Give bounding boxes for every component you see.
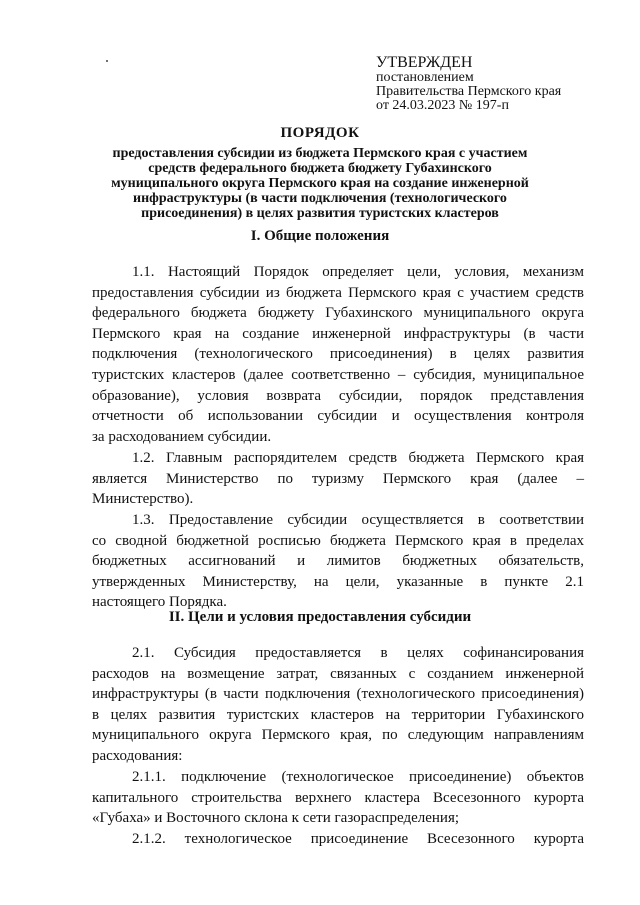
approval-date: от 24.03.2023 № 197-п: [376, 98, 509, 113]
text-line: 1.3. Предоставление субсидии осуществляется в соответствии: [132, 512, 584, 528]
text-line: 1.1. Настоящий Порядок определяет цели, условия, механизм: [132, 264, 584, 280]
approval-line: Правительства Пермского края: [376, 84, 562, 99]
approval-heading: УТВЕРЖДЕН: [376, 54, 473, 71]
subtitle-line: муниципального округа Пермского края на создание инженерной: [111, 176, 529, 191]
text-line: настоящего Порядка.: [92, 594, 227, 611]
text-line: бюджетных ассигнований и лимитов бюджетных обязательств,: [92, 553, 584, 570]
text-line: за расходованием субсидии.: [92, 428, 272, 445]
text-line: отчетности об использовании субсидии и осуществления контроля: [92, 408, 584, 425]
approval-stamp: [376, 54, 561, 113]
text-line: расходов на возмещение затрат, связанных с созданием инженерной: [92, 665, 584, 682]
text-line: туристских кластеров (далее соответственно – субсидия, муниципальное: [92, 366, 584, 383]
approval-line: постановлением: [376, 70, 474, 85]
subtitle-line: предоставления субсидии из бюджета Пермского края с участием: [112, 146, 528, 161]
text-line: инфраструктуры (в части подключения (технологического присоединения): [92, 686, 584, 703]
paragraph-1-3: [92, 510, 584, 613]
paragraph-1-1: [92, 262, 584, 447]
section-heading-general: I. Общие положения: [250, 228, 390, 244]
text-line: является Министерство по туризму Пермского края (далее –: [92, 470, 584, 487]
text-line: подключения (технологического присоединения) в целях развития: [92, 346, 584, 363]
document-title: ПОРЯДОК: [280, 125, 360, 141]
paragraph-2-1-2: [92, 829, 584, 850]
document-subtitle: [80, 146, 560, 221]
subtitle-line: инфраструктуры (в части подключения (технологического: [133, 191, 507, 206]
text-line: 2.1.2. технологическое присоединение Всесезонного курорта: [132, 831, 584, 847]
text-line: со сводной бюджетной росписью бюджета Пермского края в пределах: [92, 532, 584, 549]
text-line: утвержденных Министерству, на цели, указанные в пункте 2.1: [92, 573, 584, 590]
scan-speck: [106, 60, 108, 62]
text-line: 2.1.1. подключение (технологическое присоединение) объектов: [132, 769, 584, 785]
subtitle-line: присоединения) в целях развития туристских кластеров: [141, 206, 499, 221]
section-heading-goals: II. Цели и условия предоставления субсидии: [168, 609, 472, 625]
text-line: 1.2. Главным распорядителем средств бюджета Пермского края: [132, 450, 584, 466]
paragraph-2-1-1: [92, 767, 584, 829]
text-line: «Губаха» и Восточного склона к сети газораспределения;: [92, 810, 460, 827]
text-line: Пермского края на создание инженерной инфраструктуры (в части: [92, 325, 584, 342]
text-line: предоставления субсидии из бюджета Пермского края с участием средств: [92, 284, 584, 301]
text-line: капитального строительства верхнего кластера Всесезонного курорта: [92, 789, 584, 806]
paragraph-2-1: [92, 643, 584, 767]
text-line: образование), условия возврата субсидии, порядок представления: [92, 387, 584, 404]
text-line: 2.1. Субсидия предоставляется в целях софинансирования: [132, 645, 584, 661]
subtitle-line: средств федерального бюджета бюджету Губахинского: [148, 161, 492, 176]
text-line: федерального бюджета бюджету Губахинского муниципального округа: [92, 305, 584, 322]
text-line: в целях развития туристских кластеров на территории Губахинского: [92, 706, 584, 723]
paragraph-1-2: [92, 448, 584, 510]
text-line: Министерство).: [92, 491, 194, 508]
text-line: муниципального округа Пермского края, по следующим направлениям: [92, 727, 584, 744]
text-line: расходования:: [92, 747, 183, 764]
